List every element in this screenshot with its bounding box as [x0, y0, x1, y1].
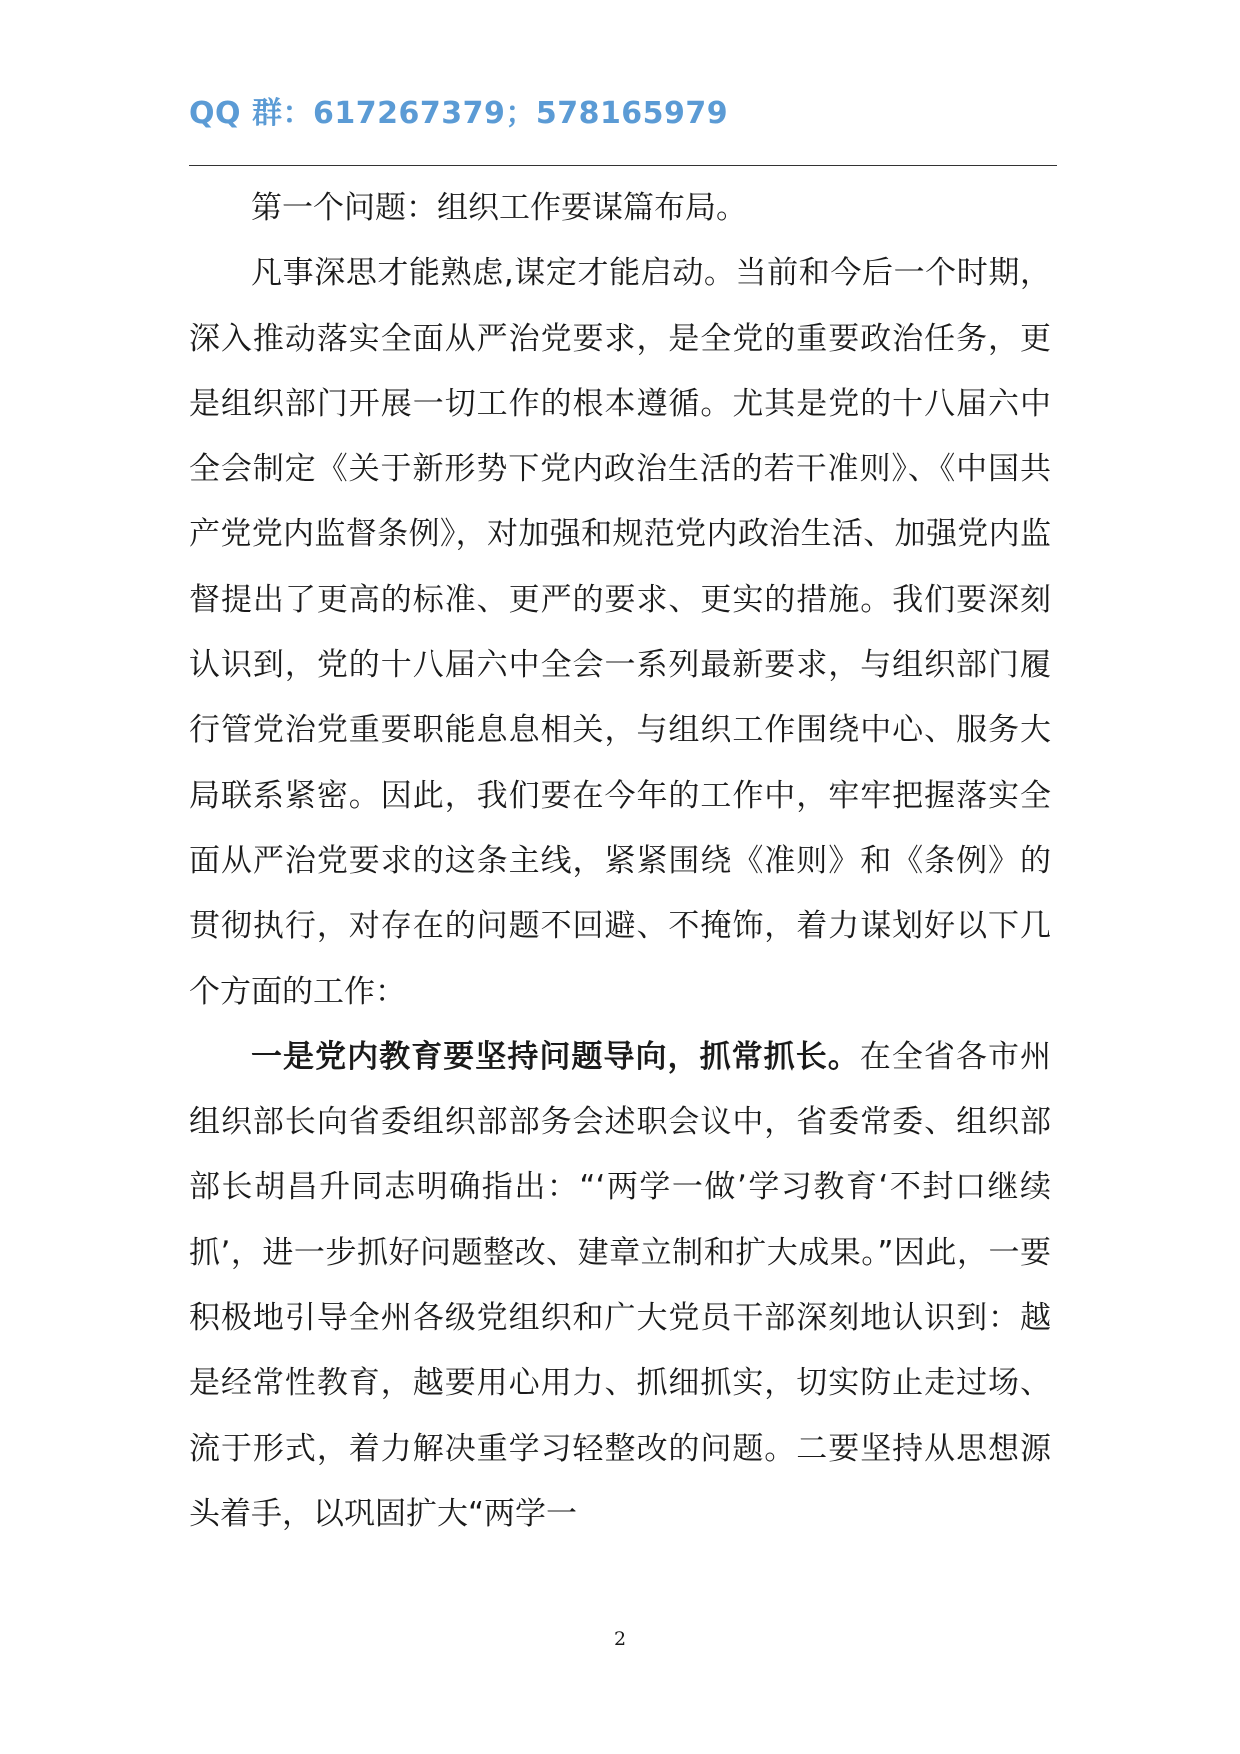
- paragraph-point-one: [189, 1025, 1051, 1547]
- paragraph-text: 在全省各市州组织部长向省委组织部部务会述职会议中，省委常委、组织部部长胡昌升同志明确指出：“‘两学一做’学习教育‘不封口继续抓’，进一步抓好问题整改、建章立制和扩大成果。”因此，一要积极地引导全州各级党组织和广大党员干部深刻地认识到：越是经常性教育，越要用心用力、抓细抓实，切实防止走过场、流于形式，着力解决重学习轻整改的问题。二要坚持从思想源头着手，以巩固扩大“两学一: [189, 1038, 1052, 1532]
- paragraph-intro: [189, 241, 1051, 1025]
- document-body: [189, 176, 1051, 1547]
- page-number: 2: [613, 1628, 627, 1650]
- qq-group-header: QQ 群：617267379；578165979: [189, 96, 729, 131]
- header-divider: [189, 165, 1057, 166]
- paragraph-section-title: [189, 176, 1051, 241]
- paragraph-lead-bold: 一是党内教育要坚持问题导向，抓常抓长。: [251, 1038, 860, 1075]
- paragraph-text: 凡事深思才能熟虑,谋定才能启动。当前和今后一个时期，深入推动落实全面从严治党要求，是全党的重要政治任务，更是组织部门开展一切工作的根本遵循。尤其是党的十八届六中全会制定《关于新形势下党内政治生活的若干准则》、《中国共产党党内监督条例》，对加强和规范党内政治生活、加强党内监督提出了更高的标准、更严的要求、更实的措施。我们要深刻认识到，党的十八届六中全会一系列最新要求，与组织部门履行管党治党重要职能息息相关，与组织工作围绕中心、服务大局联系紧密。因此，我们要在今年的工作中，牢牢把握落实全面从严治党要求的这条主线，紧紧围绕《准则》和《条例》的贯彻执行，对存在的问题不回避、不掩饰，着力谋划好以下几个方面的工作：: [189, 255, 1051, 1010]
- paragraph-text: 第一个问题：组织工作要谋篇布局。: [251, 190, 747, 226]
